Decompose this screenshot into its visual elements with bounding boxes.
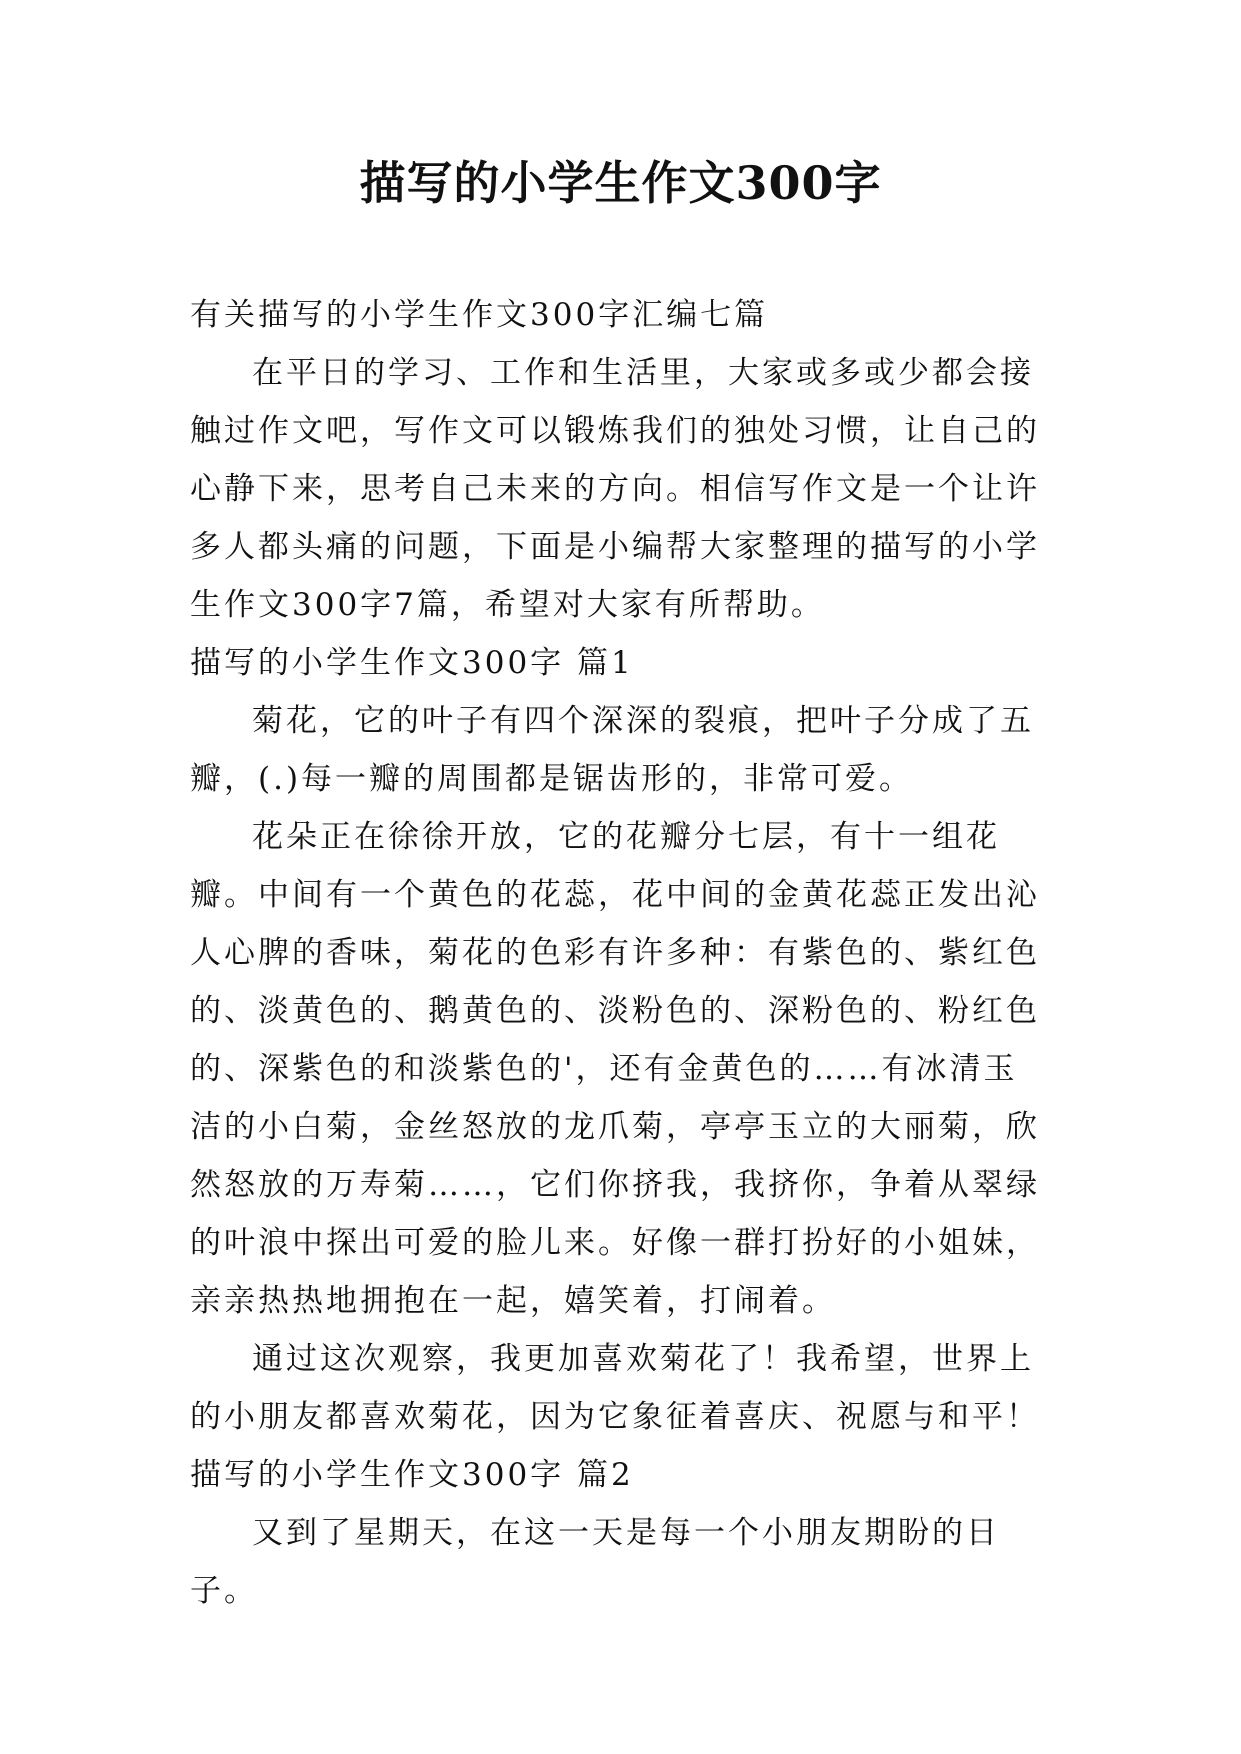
- document-body: [190, 286, 1050, 1620]
- section-1-paragraph-2: 花朵正在徐徐开放，它的花瓣分七层，有十一组花瓣。中间有一个黄色的花蕊，花中间的金黄花蕊正发出沁人心脾的香味，菊花的色彩有许多种：有紫色的、紫红色的、淡黄色的、鹅黄色的、淡粉色的、深粉色的、粉红色的、深紫色的和淡紫色的'，还有金黄色的……有冰清玉洁的小白菊，金丝怒放的龙爪菊，亭亭玉立的大丽菊，欣然怒放的万寿菊……，它们你挤我，我挤你，争着从翠绿的叶浪中探出可爱的脸儿来。好像一群打扮好的小姐妹，亲亲热热地拥抱在一起，嬉笑着，打闹着。: [190, 819, 1040, 1319]
- section-heading-2: 描写的小学生作文300字 篇2: [190, 1457, 634, 1493]
- intro-paragraph: 在平日的学习、工作和生活里，大家或多或少都会接触过作文吧，写作文可以锻炼我们的独处习惯，让自己的心静下来，思考自己未来的方向。相信写作文是一个让许多人都头痛的问题，下面是小编帮大家整理的描写的小学生作文300字7篇，希望对大家有所帮助。: [190, 355, 1040, 623]
- document-title: 描写的小学生作文300字: [359, 156, 882, 210]
- section-2-paragraph-1: 又到了星期天，在这一天是每一个小朋友期盼的日子。: [190, 1515, 1000, 1609]
- document-subtitle: 有关描写的小学生作文300字汇编七篇: [190, 297, 769, 333]
- section-heading-1: 描写的小学生作文300字 篇1: [190, 645, 634, 681]
- section-1-paragraph-3: 通过这次观察，我更加喜欢菊花了！我希望，世界上的小朋友都喜欢菊花，因为它象征着喜庆、祝愿与和平！: [190, 1341, 1040, 1435]
- section-1-paragraph-1: 菊花，它的叶子有四个深深的裂痕，把叶子分成了五瓣，(.)每一瓣的周围都是锯齿形的，非常可爱。: [190, 703, 1034, 797]
